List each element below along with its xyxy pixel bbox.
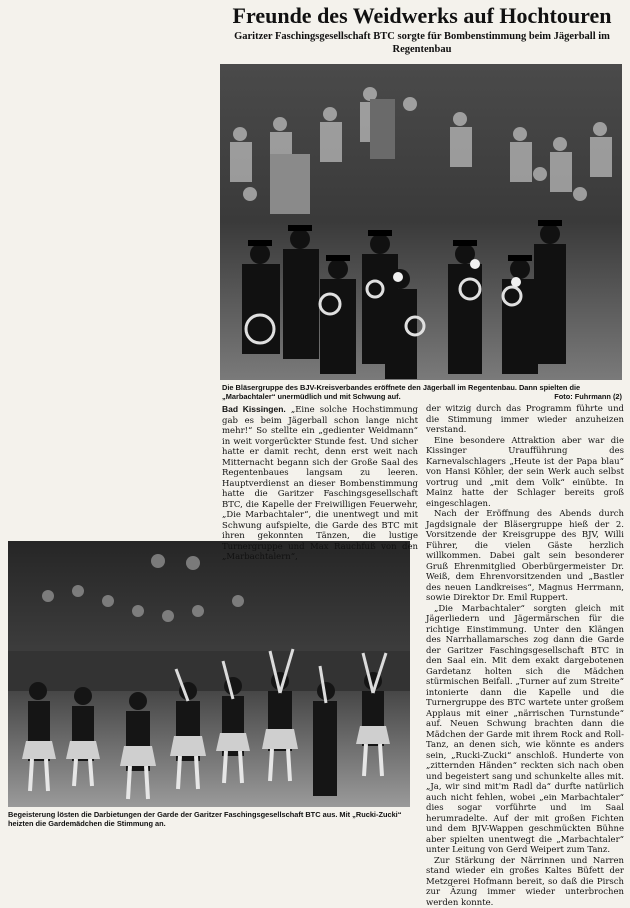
article-column-1: [222, 404, 418, 563]
paragraph: „Die Marbachtaler“ sorgten gleich mit Jägerliedern und Jägermärschen für die richtige Einstimmung. Unter den Klängen des Narrhallamarsches zog dann die Garde der Garitzer Faschingsgesellschaft BTC in den Saal ein. Mit dem exakt dargebotenen Gardetanz holten sich die Mädchen stürmischen Beifall. „Turner auf zum Streite“ intonierte dann die Kapelle und die Turnergruppe des BTC wartete unter großem Applaus mit einer „närrischen Turnstunde“ auf. Neuen Schwung brachten dann die Mädchen der Garde mit ihrem Rock and Roll-Tanz, an denen sich, wie könnte es anders sein, „Rucki-Zucki“ anschloß. Hunderte von „zitternden Händen“ reckten sich nach oben und begeistert sang und schunkelte alles mit. „Ja, wir sind mit'm Radl da“ durfte natürlich auch nicht fehlen, wobei „ein Marbachtaler“ dies sogar vorführte und im Saal herumradelte. Auf der mit großen Fichten und dem BJV-Wappen geschmückten Bühne aber spielten unentwegt die „Marbachtaler“ unter Leitung von Gerd Weipert zum Tanz.: [426, 604, 624, 856]
paragraph: Eine besondere Attraktion aber war die Kissinger Uraufführung des Karnevalschlagers „Heute ist der Papa blau“ von Hansi Köhler, der sein Werk auch selbst vortrug und „mit dem Volk“ einübte. In Mainz hatte der Schlager bereits groß eingeschlagen.: [426, 436, 624, 510]
paragraph: Zur Stärkung der Närrinnen und Narren stand wieder ein großes Kaltes Büfett der Metzgerei Hofmann bereit, so daß die Pirsch zur Äzung immer wieder unterbrochen werden konnte.: [426, 856, 624, 908]
subheadline: Garitzer Faschingsgesellschaft BTC sorgte für Bombenstimmung beim Jägerball im Regentenbau: [222, 30, 622, 56]
photo2-caption: Begeisterung lösten die Darbietungen der Garde der Garitzer Faschingsgesellschaft BTC aus. Mit „Rucki-Zucki“ heizten die Gardemädchen die Stimmung an.: [8, 810, 410, 829]
photo-credit: Foto: Fuhrmann (2): [554, 392, 622, 401]
paragraph: „Eine solche Hochstimmung gab es beim Jägerball schon lange nicht mehr!“ So stellte ein „gedienter Weidmann“ in weit vorgerückter Stunde fest. Und sicher hatte er damit recht, denn erst weit nach Mitternacht begann sich der Große Saal des Regentenbaues langsam zu leeren. Hauptverdienst an dieser Bombenstimmung hatte die Garitzer Faschingsgesellschaft BTC, die Kapelle der Freiwilligen Feuerwehr, „Die Marbachtaler“, die unentwegt und mit Schwung aufspielte, die Garde des BTC mit ihren gekonnten Tänzen, die lustige Turnergruppe und Max Rauchfuß von den „Marbachtalern“,: [222, 405, 418, 562]
article-column-2: [426, 404, 624, 908]
dateline: Bad Kissingen.: [222, 404, 286, 414]
paragraph: der witzig durch das Programm führte und die Stimmung immer wieder anzuheizen verstand.: [426, 404, 624, 436]
headline: Freunde des Weidwerks auf Hochtouren: [222, 4, 622, 28]
photo-brass-band: [220, 64, 622, 380]
photo1-caption-text: Die Bläsergruppe des BJV-Kreisverbandes eröffnete den Jägerball im Regentenbau. Dann spielten die „Marbachtaler“ unermüdlich und mit Schwung auf.: [222, 383, 580, 401]
photo-garde-dancers: [8, 541, 410, 807]
photo1-caption: [222, 383, 622, 402]
paragraph: Nach der Eröffnung des Abends durch Jagdsignale der Bläsergruppe hieß der 2. Vorsitzende der Kreisgruppe des BJV, Willi Führer, die vielen Gäste herzlich willkommen. Dabei galt sein besonderer Gruß Ehrenmitglied Oberbürgermeister Dr. Weiß, dem Ehrenvorsitzenden und „Bastler des neuen Landkreises“, Magnus Herrmann, sowie Direktor Dr. Emil Ruppert.: [426, 509, 624, 604]
